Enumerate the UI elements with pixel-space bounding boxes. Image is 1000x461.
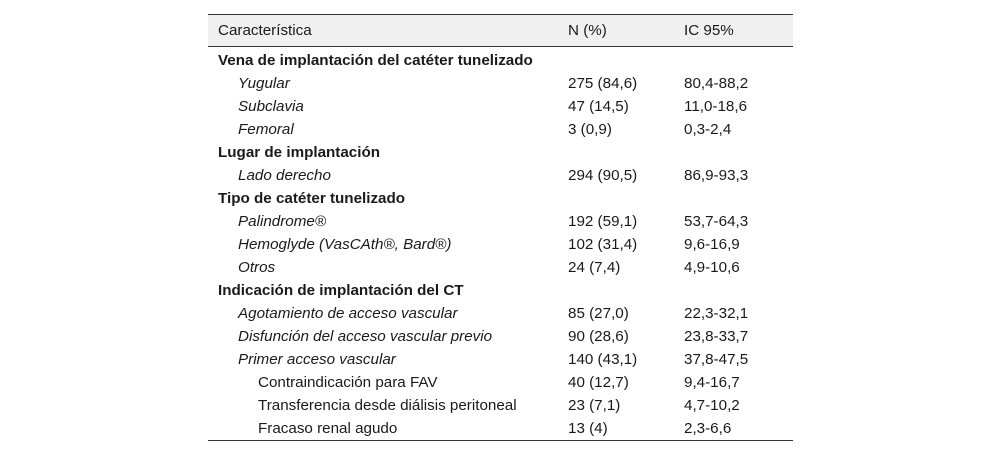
table-row [208,256,793,279]
row-label: Hemoglyde (VasCAth®, Bard®) [238,236,452,253]
row-label: Transferencia desde diálisis peritoneal [258,397,517,414]
header-row [208,15,793,47]
row-label: Disfunción del acceso vascular previo [238,328,493,345]
row-n: 85 (27,0) [568,305,629,322]
table-row [208,371,793,394]
row-ic: 23,8-33,7 [684,328,749,345]
row-n: 13 (4) [568,417,684,441]
table-row [208,417,793,441]
row-label: Agotamiento de acceso vascular [238,305,458,322]
row-label: Contraindicación para FAV [258,374,438,391]
row-label: Femoral [238,121,294,138]
row-n: 40 (12,7) [568,374,629,391]
table-row [208,233,793,256]
row-label: Tipo de catéter tunelizado [218,190,406,207]
row-label: Palindrome® [238,213,327,230]
row-label: Lado derecho [238,167,331,184]
row-ic [684,279,793,302]
row-n [568,47,684,73]
row-n: 90 (28,6) [568,328,629,345]
table-row [208,95,793,118]
characteristics-table [208,14,793,441]
table-row [208,118,793,141]
row-ic: 37,8-47,5 [684,351,749,368]
row-label: Fracaso renal agudo [208,417,568,441]
data-table-container [208,14,793,441]
row-n: 140 (43,1) [568,351,638,368]
row-label: Indicación de implantación del CT [218,282,464,299]
row-ic: 22,3-32,1 [684,305,749,322]
row-n: 47 (14,5) [568,98,629,115]
table-row [208,348,793,371]
row-ic: 9,6-16,9 [684,236,740,253]
row-n: 23 (7,1) [568,397,621,414]
row-ic: 86,9-93,3 [684,167,749,184]
row-n: 192 (59,1) [568,213,638,230]
row-ic [684,47,793,73]
row-n: 102 (31,4) [568,236,638,253]
section-row [208,141,793,164]
table-body [208,47,793,441]
table-row [208,325,793,348]
row-label: Subclavia [238,98,304,115]
table-row [208,72,793,95]
table-header [208,15,793,47]
row-ic: 4,9-10,6 [684,259,740,276]
row-label: Otros [238,259,276,276]
row-ic: 53,7-64,3 [684,213,749,230]
header-n-percent: N (%) [568,22,607,39]
row-n [568,279,684,302]
row-n [568,141,684,164]
row-label: Primer acceso vascular [238,351,396,368]
row-ic [684,141,793,164]
row-n: 275 (84,6) [568,75,638,92]
row-ic: 0,3-2,4 [684,121,732,138]
row-label: Vena de implantación del catéter tunelizado [218,52,533,69]
row-label: Lugar de implantación [218,144,381,161]
row-ic [684,187,793,210]
row-ic: 2,3-6,6 [684,417,793,441]
row-n [568,187,684,210]
row-ic: 11,0-18,6 [684,98,748,115]
row-ic: 80,4-88,2 [684,75,749,92]
section-row [208,187,793,210]
table-row [208,210,793,233]
row-ic: 9,4-16,7 [684,374,740,391]
row-label: Yugular [238,75,290,92]
table-row [208,164,793,187]
header-caracteristica: Característica [218,22,312,39]
row-n: 3 (0,9) [568,121,612,138]
section-row [208,279,793,302]
table-row [208,302,793,325]
table-row [208,394,793,417]
header-ic95: IC 95% [684,22,734,39]
section-row [208,47,793,73]
row-n: 24 (7,4) [568,259,621,276]
row-ic: 4,7-10,2 [684,397,740,414]
row-n: 294 (90,5) [568,167,638,184]
